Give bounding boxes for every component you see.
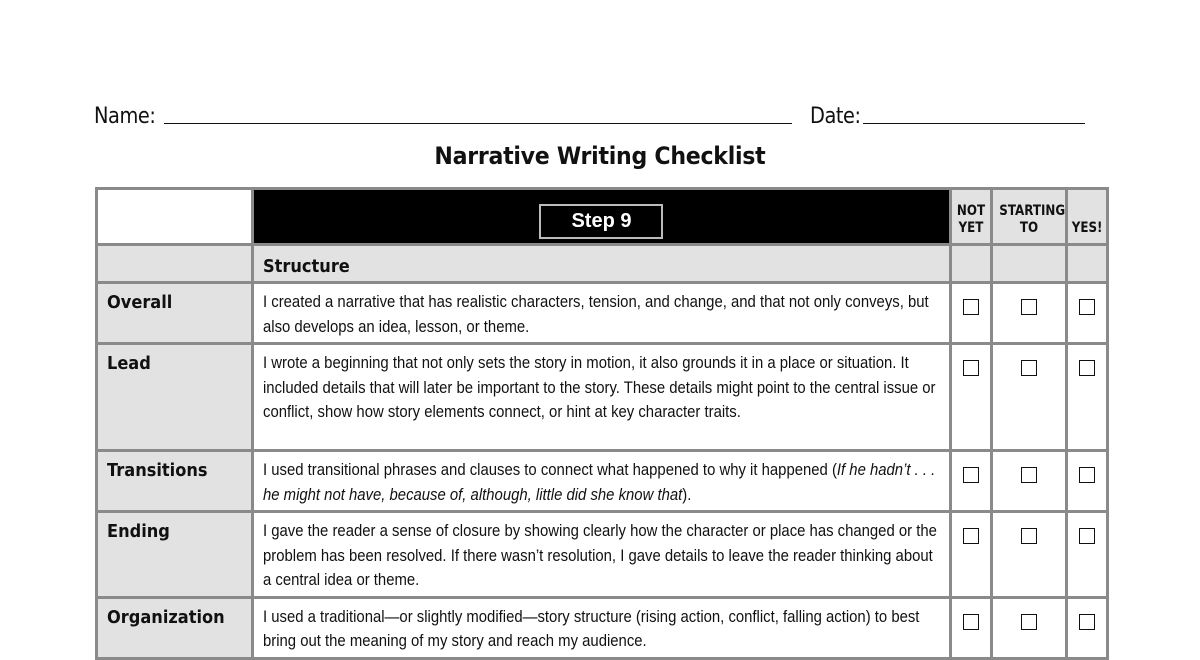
blank-corner-cell [97,189,253,245]
table-row [97,283,1108,344]
checkbox-yes[interactable] [1079,528,1095,544]
checkbox-starting-to[interactable] [1021,614,1037,630]
checkbox-yes[interactable] [1079,614,1095,630]
checkbox-not-yet[interactable] [963,299,979,315]
checkbox-not-yet[interactable] [963,360,979,376]
table-row [97,344,1108,451]
section-title: Structure [253,245,951,283]
table-row [97,451,1108,512]
step-header-cell [253,189,951,245]
checkbox-not-yet[interactable] [963,528,979,544]
section-blank-cell [97,245,253,283]
checkbox-yes[interactable] [1079,360,1095,376]
row-label-ending: Ending [97,512,253,598]
row-description: I used transitional phrases and clauses to connect what happened to why it happened (If he hadn’t . . . he might not have, because of, although, little did she know that). [253,451,951,512]
table-row [97,597,1108,658]
row-description: I used a traditional—or slightly modified—story structure (rising action, conflict, falling action) to best bring out the meaning of my story and reach my audience. [253,597,951,658]
checkbox-starting-to[interactable] [1021,299,1037,315]
page-title: Narrative Writing Checklist [434,142,766,170]
col-header-starting-to: STARTING TO [991,189,1066,245]
row-description: I gave the reader a sense of closure by showing clearly how the character or place has changed or the problem has been resolved. If there wasn’t resolution, I gave details to leave the reader thinking about a central idea or theme. [253,512,951,598]
row-description: I created a narrative that has realistic characters, tension, and change, and that not only conveys, but also develops an idea, lesson, or theme. [253,283,951,344]
checkbox-not-yet[interactable] [963,467,979,483]
step-badge: Step 9 [539,204,663,239]
name-field[interactable] [164,123,792,124]
date-field[interactable] [863,123,1085,124]
col-header-yes: YES! [1066,189,1107,245]
checkbox-starting-to[interactable] [1021,528,1037,544]
table-header-row [97,189,1108,245]
row-label-lead: Lead [97,344,253,451]
header-fields [94,96,1108,130]
col-header-not-yet: NOT YET [950,189,991,245]
row-label-transitions: Transitions [97,451,253,512]
row-label-organization: Organization [97,597,253,658]
section-row [97,245,1108,283]
row-description: I wrote a beginning that not only sets the story in motion, it also grounds it in a place or situation. It included details that will later be important to the story. These details might point to the central issue or conflict, show how story elements connect, or hint at key character traits. [253,344,951,451]
checkbox-not-yet[interactable] [963,614,979,630]
checkbox-yes[interactable] [1079,299,1095,315]
name-label: Name: [94,104,156,129]
date-label: Date: [809,104,861,129]
checkbox-starting-to[interactable] [1021,360,1037,376]
checkbox-starting-to[interactable] [1021,467,1037,483]
table-row [97,512,1108,598]
checklist-table [95,187,1109,660]
checkbox-yes[interactable] [1079,467,1095,483]
row-label-overall: Overall [97,283,253,344]
